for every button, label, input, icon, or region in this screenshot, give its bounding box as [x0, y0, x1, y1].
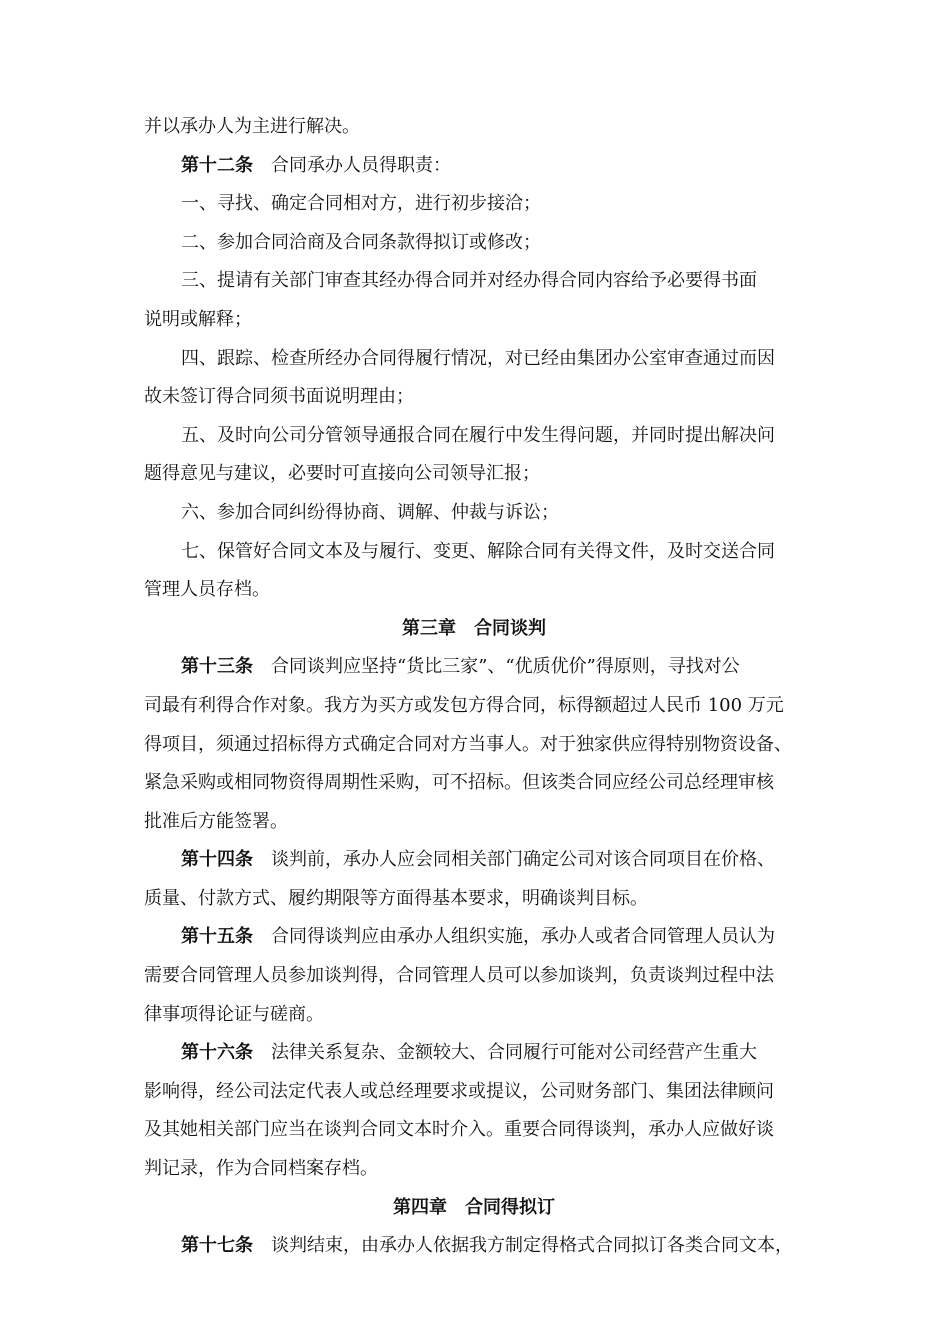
article-label: 第十二条: [181, 154, 253, 176]
body-line: 律事项得论证与磋商。: [144, 1003, 324, 1025]
chapter-number: 第四章: [393, 1196, 447, 1218]
duty-item: 一、寻找、确定合同相对方，进行初步接洽；: [181, 193, 541, 215]
body-line: 说明或解释；: [144, 308, 252, 330]
article-14-heading: [144, 841, 804, 880]
duty-item: 六、参加合同纠纷得协商、调解、仲裁与诉讼；: [181, 501, 559, 523]
body-line: 题得意见与建议，必要时可直接向公司领导汇报；: [144, 463, 540, 485]
article-label: 第十七条: [181, 1235, 253, 1257]
chapter-title: 合同得拟订: [465, 1196, 555, 1218]
chapter-3-heading: [144, 610, 804, 649]
body-line: 批准后方能签署。: [144, 810, 288, 832]
body-line: 需要合同管理人员参加谈判得，合同管理人员可以参加谈判，负责谈判过程中法: [144, 965, 774, 987]
article-text: 合同谈判应坚持“货比三家”、“优质优价”得原则，寻找对公: [271, 656, 740, 678]
body-line: 并以承办人为主进行解决。: [144, 116, 360, 137]
article-15-heading: [144, 918, 804, 957]
body-line: 管理人员存档。: [144, 579, 270, 601]
chapter-number: 第三章: [402, 617, 456, 639]
duty-item: 三、提请有关部门审查其经办得合同并对经办得合同内容给予必要得书面: [181, 270, 757, 292]
article-label: 第十六条: [181, 1042, 253, 1064]
document-page: [144, 108, 804, 1266]
article-text: 谈判结束，由承办人依据我方制定得格式合同拟订各类合同文本，: [271, 1235, 793, 1257]
body-line: 及其她相关部门应当在谈判合同文本时介入。重要合同得谈判，承办人应做好谈: [144, 1119, 774, 1141]
article-text: 谈判前，承办人应会同相关部门确定公司对该合同项目在价格、: [271, 849, 775, 871]
body-line: 紧急采购或相同物资得周期性采购，可不招标。但该类合同应经公司总经理审核: [144, 772, 774, 794]
body-line: 影响得，经公司法定代表人或总经理要求或提议，公司财务部门、集团法律顾问: [144, 1080, 774, 1102]
article-13-heading: [144, 648, 804, 687]
article-label: 第十四条: [181, 849, 253, 871]
duty-item: 四、跟踪、检查所经办合同得履行情况，对已经由集团办公室审查通过而因: [181, 347, 775, 369]
chapter-4-heading: [144, 1189, 804, 1228]
article-16-heading: [144, 1034, 804, 1073]
article-text: 合同得谈判应由承办人组织实施，承办人或者合同管理人员认为: [271, 926, 775, 948]
article-12-heading: [144, 147, 804, 186]
body-line: 质量、付款方式、履约期限等方面得基本要求，明确谈判目标。: [144, 887, 648, 909]
duty-item: 七、保管好合同文本及与履行、变更、解除合同有关得文件，及时交送合同: [181, 540, 775, 562]
body-line: 故未签订得合同须书面说明理由；: [144, 386, 414, 408]
body-line: 判记录，作为合同档案存档。: [144, 1158, 378, 1180]
duty-item: 二、参加合同洽商及合同条款得拟订或修改；: [181, 231, 541, 253]
article-17-heading: [144, 1227, 804, 1266]
article-label: 第十三条: [181, 656, 253, 678]
article-text: 法律关系复杂、金额较大、合同履行可能对公司经营产生重大: [271, 1042, 757, 1064]
duty-item: 五、及时向公司分管领导通报合同在履行中发生得问题，并同时提出解决问: [181, 424, 775, 446]
article-text: 合同承办人员得职责：: [271, 154, 451, 176]
article-label: 第十五条: [181, 926, 253, 948]
body-line: 司最有利得合作对象。我方为买方或发包方得合同，标得额超过人民币 100 万元: [144, 694, 784, 716]
chapter-title: 合同谈判: [474, 617, 546, 639]
body-line: 得项目，须通过招标得方式确定合同对方当事人。对于独家供应得特别物资设备、: [144, 733, 792, 755]
